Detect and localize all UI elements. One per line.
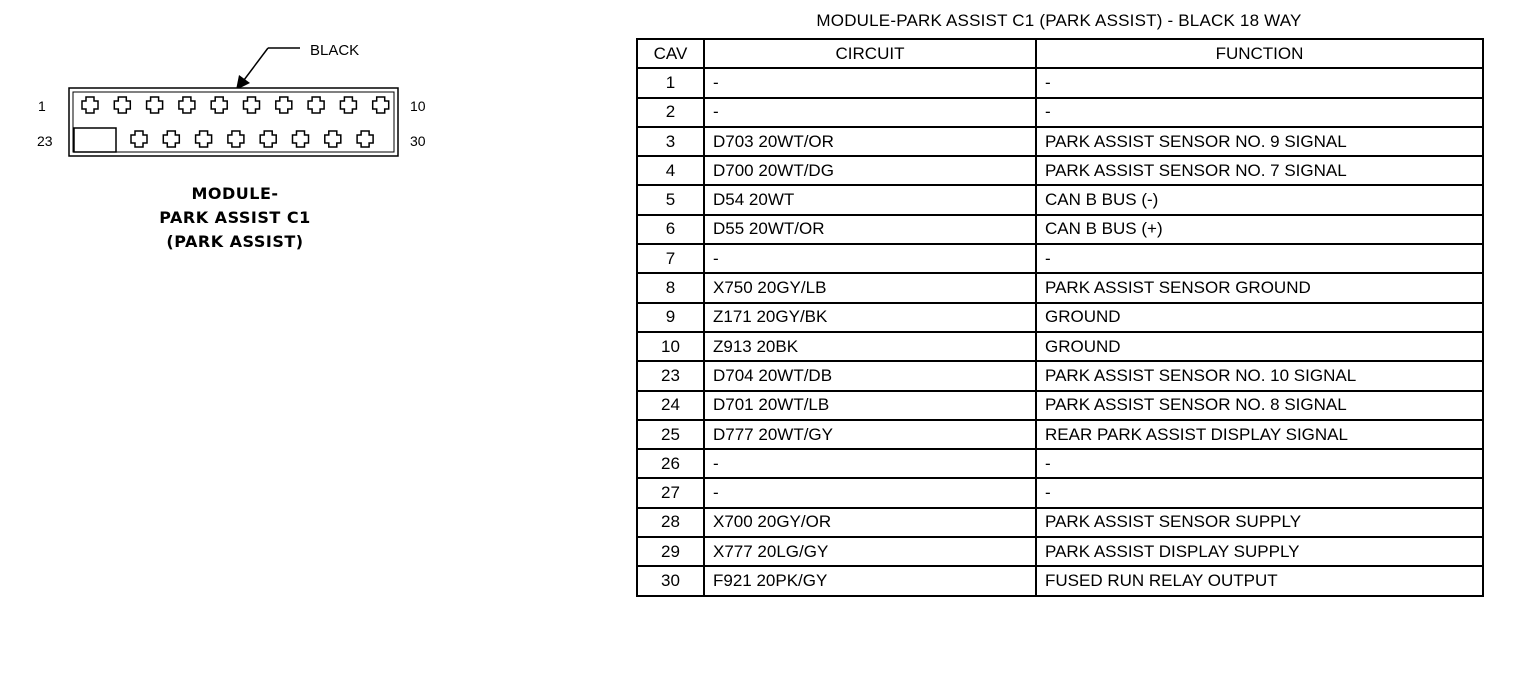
circuit-cell: D777 20WT/GY xyxy=(704,420,1036,449)
connector-label-line-3: (PARK ASSIST) xyxy=(166,232,304,251)
circuit-cell: F921 20PK/GY xyxy=(704,566,1036,595)
function-cell: - xyxy=(1036,449,1483,478)
circuit-cell: - xyxy=(704,244,1036,273)
circuit-cell: Z171 20GY/BK xyxy=(704,303,1036,332)
function-cell: PARK ASSIST SENSOR GROUND xyxy=(1036,273,1483,302)
cav-cell: 6 xyxy=(637,215,704,244)
table-row xyxy=(637,215,1483,244)
connector-label-line-2: PARK ASSIST C1 xyxy=(159,208,311,227)
pin-label-23: 23 xyxy=(37,133,53,149)
function-cell: - xyxy=(1036,98,1483,127)
table-row xyxy=(637,127,1483,156)
cav-cell: 4 xyxy=(637,156,704,185)
circuit-cell: X700 20GY/OR xyxy=(704,508,1036,537)
table-title: MODULE-PARK ASSIST C1 (PARK ASSIST) - BLACK 18 WAY xyxy=(816,11,1302,30)
cav-cell: 28 xyxy=(637,508,704,537)
circuit-cell: - xyxy=(704,449,1036,478)
circuit-cell: D700 20WT/DG xyxy=(704,156,1036,185)
function-cell: CAN B BUS (+) xyxy=(1036,215,1483,244)
circuit-cell: D55 20WT/OR xyxy=(704,215,1036,244)
table-row xyxy=(637,508,1483,537)
circuit-cell: - xyxy=(704,98,1036,127)
table-row xyxy=(637,156,1483,185)
header-cav: CAV xyxy=(637,39,704,68)
cav-cell: 30 xyxy=(637,566,704,595)
circuit-cell: - xyxy=(704,478,1036,507)
function-cell: PARK ASSIST SENSOR NO. 8 SIGNAL xyxy=(1036,391,1483,420)
table-header-row xyxy=(637,39,1483,68)
cav-cell: 8 xyxy=(637,273,704,302)
cav-cell: 24 xyxy=(637,391,704,420)
circuit-cell: D703 20WT/OR xyxy=(704,127,1036,156)
function-cell: - xyxy=(1036,68,1483,97)
connector-label-line-1: MODULE- xyxy=(191,184,279,203)
cav-cell: 27 xyxy=(637,478,704,507)
header-circuit: CIRCUIT xyxy=(704,39,1036,68)
cav-cell: 7 xyxy=(637,244,704,273)
table-row xyxy=(637,566,1483,595)
function-cell: - xyxy=(1036,478,1483,507)
pinout-table xyxy=(636,38,1484,597)
table-row xyxy=(637,273,1483,302)
function-cell: PARK ASSIST SENSOR NO. 9 SIGNAL xyxy=(1036,127,1483,156)
function-cell: PARK ASSIST SENSOR SUPPLY xyxy=(1036,508,1483,537)
function-cell: PARK ASSIST SENSOR NO. 7 SIGNAL xyxy=(1036,156,1483,185)
table-row xyxy=(637,361,1483,390)
function-cell: PARK ASSIST SENSOR NO. 10 SIGNAL xyxy=(1036,361,1483,390)
table-row xyxy=(637,332,1483,361)
circuit-cell: D701 20WT/LB xyxy=(704,391,1036,420)
pin-label-10: 10 xyxy=(410,98,426,114)
connector-color-label: BLACK xyxy=(310,42,360,59)
cav-cell: 1 xyxy=(637,68,704,97)
cav-cell: 10 xyxy=(637,332,704,361)
cav-cell: 26 xyxy=(637,449,704,478)
table-row xyxy=(637,537,1483,566)
header-function: FUNCTION xyxy=(1036,39,1483,68)
cav-cell: 29 xyxy=(637,537,704,566)
pin-label-30: 30 xyxy=(410,133,426,149)
function-cell: - xyxy=(1036,244,1483,273)
circuit-cell: X750 20GY/LB xyxy=(704,273,1036,302)
cav-cell: 9 xyxy=(637,303,704,332)
table-row xyxy=(637,478,1483,507)
table-row xyxy=(637,391,1483,420)
blank-cavity xyxy=(74,128,116,152)
function-cell: FUSED RUN RELAY OUTPUT xyxy=(1036,566,1483,595)
table-row xyxy=(637,420,1483,449)
function-cell: CAN B BUS (-) xyxy=(1036,185,1483,214)
circuit-cell: X777 20LG/GY xyxy=(704,537,1036,566)
function-cell: GROUND xyxy=(1036,332,1483,361)
cav-cell: 25 xyxy=(637,420,704,449)
circuit-cell: - xyxy=(704,68,1036,97)
cav-cell: 3 xyxy=(637,127,704,156)
table-row xyxy=(637,449,1483,478)
function-cell: PARK ASSIST DISPLAY SUPPLY xyxy=(1036,537,1483,566)
circuit-cell: D54 20WT xyxy=(704,185,1036,214)
cav-cell: 5 xyxy=(637,185,704,214)
function-cell: REAR PARK ASSIST DISPLAY SIGNAL xyxy=(1036,420,1483,449)
table-row xyxy=(637,185,1483,214)
table-row xyxy=(637,98,1483,127)
pin-label-1: 1 xyxy=(38,98,46,114)
table-row xyxy=(637,303,1483,332)
circuit-cell: D704 20WT/DB xyxy=(704,361,1036,390)
cav-cell: 2 xyxy=(637,98,704,127)
table-row xyxy=(637,244,1483,273)
table-row xyxy=(637,68,1483,97)
callout-arrow-line xyxy=(244,48,268,80)
circuit-cell: Z913 20BK xyxy=(704,332,1036,361)
function-cell: GROUND xyxy=(1036,303,1483,332)
cav-cell: 23 xyxy=(637,361,704,390)
